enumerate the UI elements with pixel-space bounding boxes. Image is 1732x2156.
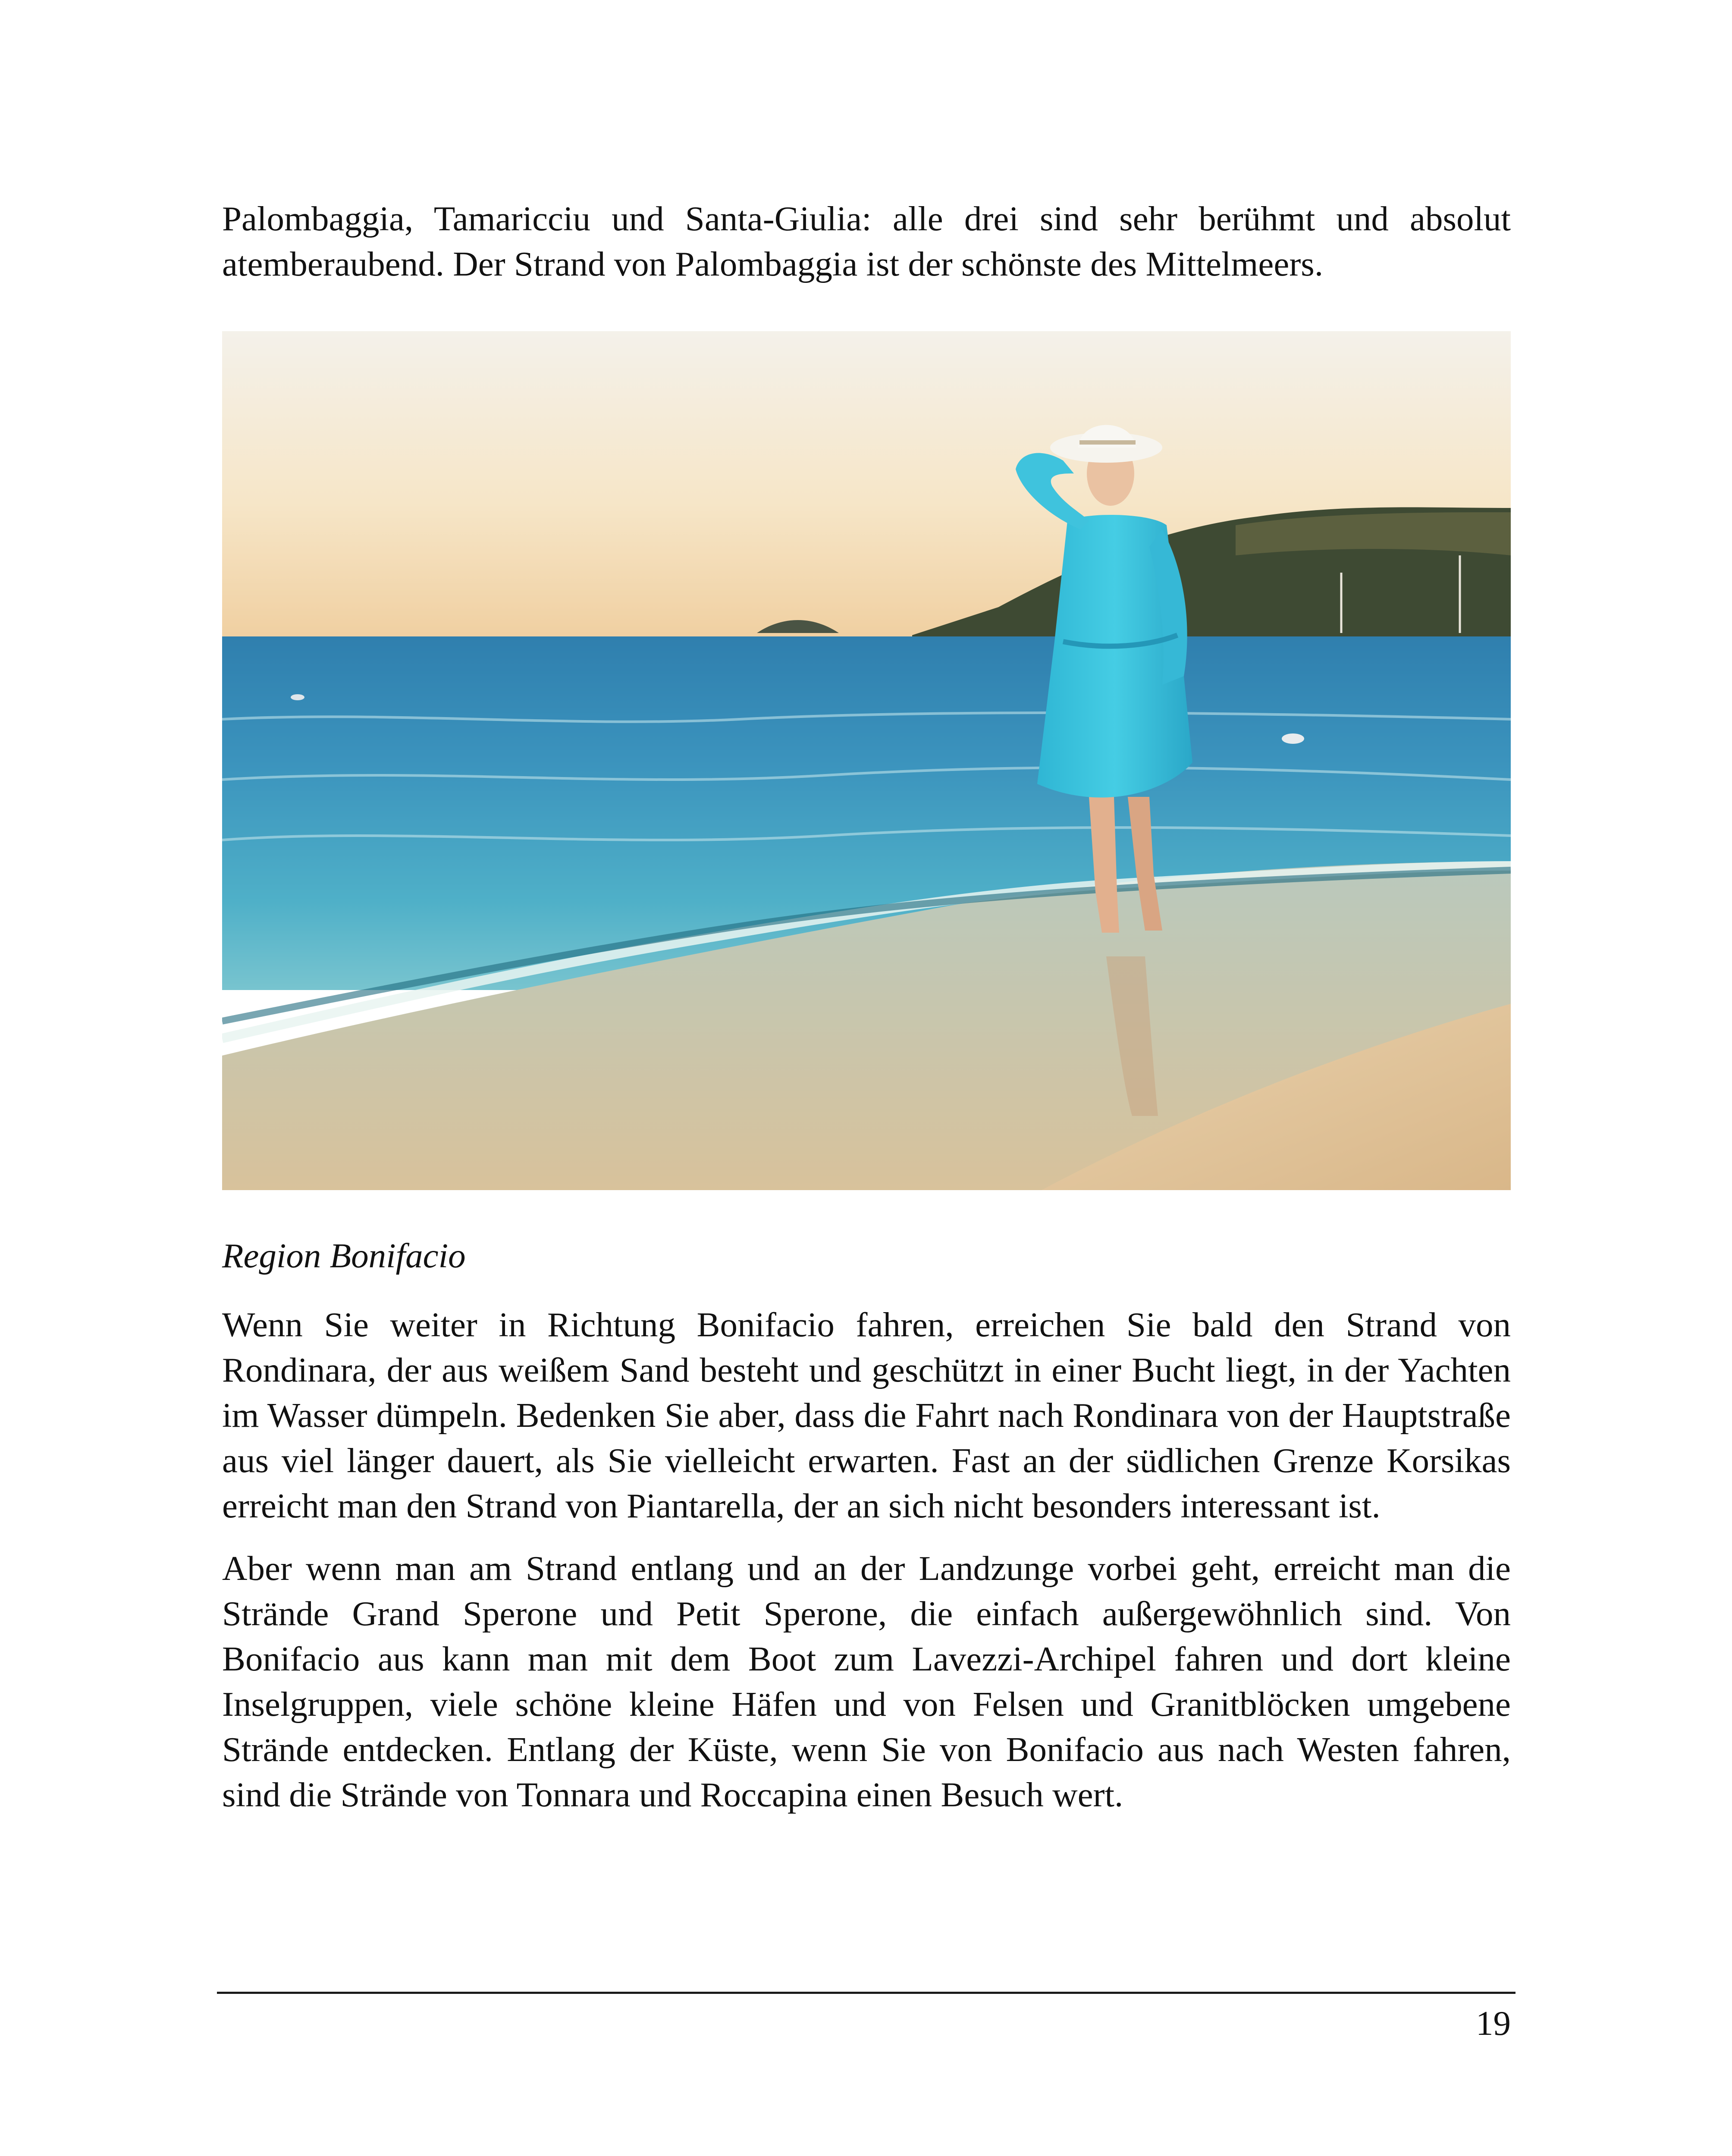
body-paragraph: Aber wenn man am Strand entlang und an der Landzunge vorbei geht, erreicht man die Strände Grand Sperone und Petit Sperone, die einfach außergewöhnlich sind. Von Bonifacio aus kann man mit dem Boot zum Lavezzi-Archipel fahren und dort kleine Inselgruppen, viele schöne kleine Häfen und von Felsen und Granitblöcken umgebene Strände entdecken. Entlang der Küste, wenn Sie von Bonifacio aus nach Westen fahren, sind die Strände von Tonnara und Roccapina einen Besuch wert. — [222, 1549, 1511, 1814]
body-paragraph: Wenn Sie weiter in Richtung Bonifacio fahren, erreichen Sie bald den Strand von Rondinara, der aus weißem Sand besteht und geschützt in einer Bucht liegt, in der Yachten im Wasser dümpeln. Bedenken Sie aber, dass die Fahrt nach Rondinara von der Hauptstraße aus viel länger dauert, als Sie vielleicht erwarten. Fast an der südlichen Grenze Korsikas erreicht man den Strand von Piantarella, der an sich nicht besonders interessant ist. — [222, 1305, 1511, 1525]
page-number: 19 — [1476, 2004, 1511, 2043]
section-body — [222, 1302, 1511, 1818]
intro-paragraph: Palombaggia, Tamaricciu und Santa-Giulia: alle drei sind sehr berühmt und absolut atemberaubend. Der Strand von Palombaggia ist der schönste des Mittelmeers. — [222, 199, 1511, 283]
section-heading: Region Bonifacio — [222, 1236, 466, 1275]
footer-divider — [217, 1992, 1516, 1994]
beach-photo — [222, 331, 1511, 1190]
beach-photo-illustration — [222, 331, 1511, 1190]
intro-paragraph-container — [222, 196, 1511, 287]
seagull — [1282, 733, 1304, 744]
